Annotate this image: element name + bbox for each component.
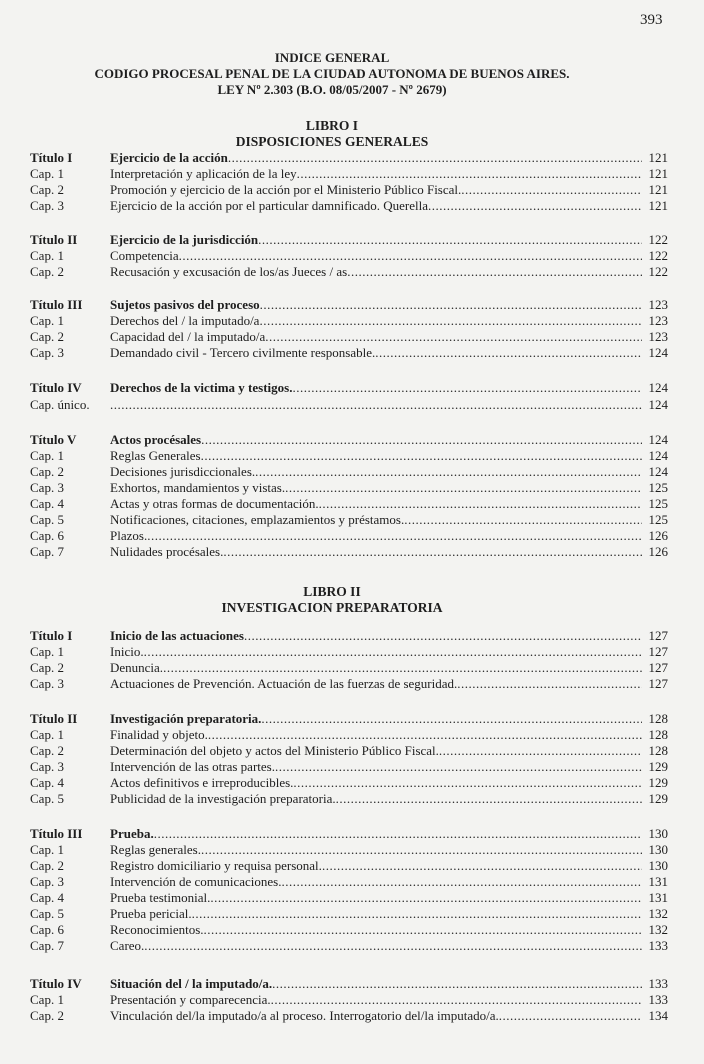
dot-leader — [285, 480, 642, 496]
title-name: Ejercicio de la acción — [110, 150, 228, 165]
chapter-name: Capacidad del / la imputado/a — [110, 329, 266, 344]
dot-leader — [439, 743, 642, 759]
chapter-name: Inicio. — [110, 644, 144, 659]
dot-leader — [272, 976, 642, 992]
title-name: Investigación preparatoria. — [110, 711, 262, 726]
entry-text-with-leader — [110, 544, 642, 560]
entry-text-with-leader — [110, 248, 642, 264]
page-reference: 131 — [648, 890, 668, 905]
page-reference: 133 — [648, 938, 668, 953]
page-reference: 128 — [648, 743, 668, 758]
page-reference: 127 — [648, 660, 668, 675]
dot-leader — [319, 496, 642, 512]
page-reference: 134 — [648, 1008, 668, 1023]
entry-text-with-leader — [110, 150, 642, 166]
page-reference: 130 — [648, 842, 668, 857]
dot-leader — [265, 329, 642, 345]
chapter-name: Recusación y excusación de los/as Jueces / as — [110, 264, 348, 279]
dot-leader — [201, 432, 642, 448]
entry-text-with-leader — [110, 676, 642, 692]
entry-text-with-leader — [110, 906, 642, 922]
page-reference: 124 — [648, 432, 668, 447]
chapter-number: Cap. 1 — [30, 992, 64, 1007]
chapter-number: Cap. 6 — [30, 528, 64, 543]
page-reference: 132 — [648, 906, 668, 921]
dot-leader — [457, 676, 642, 692]
toc-chapter-row — [30, 345, 668, 361]
book-name: DISPOSICIONES GENERALES — [235, 134, 429, 149]
chapter-number: Cap. 2 — [30, 858, 64, 873]
dot-leader — [499, 1008, 642, 1024]
chapter-name: Presentación y comparecencia. — [110, 992, 271, 1007]
chapter-number: Cap. único. — [30, 397, 90, 412]
chapter-number: Cap. 3 — [30, 676, 64, 691]
toc-chapter-row — [30, 644, 668, 660]
entry-text-with-leader — [110, 464, 642, 480]
dot-leader — [244, 628, 642, 644]
entry-text-with-leader — [110, 727, 642, 743]
page-reference: 128 — [648, 711, 668, 726]
page-reference: 125 — [648, 480, 668, 495]
entry-text-with-leader — [110, 480, 642, 496]
page-reference: 122 — [648, 264, 668, 279]
chapter-name: Notificaciones, citaciones, emplazamientos y préstamos. — [110, 512, 405, 527]
chapter-name: Actas y otras formas de documentación. — [110, 496, 319, 511]
chapter-number: Cap. 3 — [30, 198, 64, 213]
toc-chapter-row — [30, 264, 668, 280]
entry-text-with-leader — [110, 976, 642, 992]
chapter-name: Promoción y ejercicio de la acción por el Ministerio Público Fiscal. — [110, 182, 462, 197]
page-reference: 133 — [648, 992, 668, 1007]
page-reference: 132 — [648, 922, 668, 937]
toc-chapter-row — [30, 313, 668, 329]
dot-leader — [461, 182, 642, 198]
entry-text-with-leader — [110, 512, 642, 528]
chapter-name: Nulidades procésales. — [110, 544, 224, 559]
dot-leader — [261, 711, 642, 727]
chapter-number: Cap. 1 — [30, 313, 64, 328]
dot-leader — [260, 297, 642, 313]
chapter-name: Ejercicio de la acción por el particular damnificado. Querella — [110, 198, 428, 213]
toc-title-row — [30, 297, 668, 313]
entry-text-with-leader — [110, 198, 642, 214]
entry-text-with-leader — [110, 775, 642, 791]
entry-text-with-leader — [110, 496, 642, 512]
page-reference: 128 — [648, 727, 668, 742]
entry-text-with-leader — [110, 1008, 642, 1024]
chapter-name: Careo. — [110, 938, 145, 953]
title-name: Situación del / la imputado/a. — [110, 976, 273, 991]
entry-text-with-leader — [110, 528, 642, 544]
entry-text-with-leader — [110, 182, 642, 198]
dot-leader — [297, 166, 642, 182]
toc-chapter-row — [30, 329, 668, 345]
dot-leader — [147, 528, 642, 544]
title-number: Título IV — [30, 380, 82, 395]
chapter-number: Cap. 7 — [30, 544, 64, 559]
chapter-name: Actuaciones de Prevención. Actuación de las fuerzas de seguridad. — [110, 676, 458, 691]
title-number: Título II — [30, 711, 78, 726]
dot-leader — [336, 791, 642, 807]
entry-text-with-leader — [110, 448, 642, 464]
toc-title-row — [30, 432, 668, 448]
law-reference: LEY Nº 2.303 (B.O. 08/05/2007 - Nº 2679) — [217, 82, 447, 97]
page-reference: 127 — [648, 644, 668, 659]
toc-chapter-row — [30, 922, 668, 938]
chapter-number: Cap. 3 — [30, 345, 64, 360]
chapter-number: Cap. 2 — [30, 1008, 64, 1023]
chapter-number: Cap. 2 — [30, 329, 64, 344]
toc-title-row — [30, 380, 668, 396]
page-reference: 129 — [648, 791, 668, 806]
page-reference: 126 — [648, 528, 668, 543]
entry-text-with-leader — [110, 711, 642, 727]
toc-chapter-row — [30, 464, 668, 480]
toc-chapter-row — [30, 182, 668, 198]
chapter-name: Actos definitivos e irreproducibles. — [110, 775, 294, 790]
page-reference: 121 — [648, 166, 668, 181]
chapter-number: Cap. 4 — [30, 890, 64, 905]
page-reference: 121 — [648, 150, 668, 165]
toc-chapter-row — [30, 874, 668, 890]
dot-leader — [154, 826, 642, 842]
dot-leader — [271, 992, 642, 1008]
entry-text-with-leader — [110, 826, 642, 842]
dot-leader — [163, 660, 642, 676]
toc-chapter-row — [30, 198, 668, 214]
page-reference: 122 — [648, 232, 668, 247]
toc-chapter-row — [30, 727, 668, 743]
entry-text-with-leader — [110, 380, 642, 396]
page-reference: 124 — [648, 397, 668, 412]
chapter-name: Prueba pericial. — [110, 906, 192, 921]
chapter-number: Cap. 2 — [30, 743, 64, 758]
toc-chapter-row — [30, 512, 668, 528]
chapter-number: Cap. 3 — [30, 874, 64, 889]
chapter-number: Cap. 6 — [30, 922, 64, 937]
chapter-number: Cap. 1 — [30, 727, 64, 742]
toc-chapter-row — [30, 775, 668, 791]
dot-leader — [179, 248, 642, 264]
chapter-number: Cap. 5 — [30, 906, 64, 921]
book-label: LIBRO II — [303, 584, 361, 599]
entry-text-with-leader — [110, 264, 642, 280]
chapter-number: Cap. 1 — [30, 448, 64, 463]
toc-chapter-row — [30, 676, 668, 692]
page-reference: 124 — [648, 345, 668, 360]
page-reference: 123 — [648, 297, 668, 312]
toc-chapter-row — [30, 743, 668, 759]
page-reference: 133 — [648, 976, 668, 991]
chapter-number: Cap. 1 — [30, 166, 64, 181]
dot-leader — [192, 906, 642, 922]
toc-chapter-row — [30, 496, 668, 512]
page-reference: 125 — [648, 512, 668, 527]
chapter-number: Cap. 3 — [30, 759, 64, 774]
entry-text-with-leader — [110, 329, 642, 345]
chapter-name: Competencia — [110, 248, 179, 263]
book-heading — [0, 584, 664, 616]
toc-chapter-row — [30, 759, 668, 775]
entry-text-with-leader — [110, 938, 642, 954]
toc-chapter-row — [30, 906, 668, 922]
title-number: Título I — [30, 628, 73, 643]
chapter-number: Cap. 2 — [30, 464, 64, 479]
chapter-number: Cap. 1 — [30, 644, 64, 659]
chapter-number: Cap. 7 — [30, 938, 64, 953]
chapter-name: Finalidad y objeto. — [110, 727, 208, 742]
page-reference: 123 — [648, 313, 668, 328]
chapter-number: Cap. 2 — [30, 182, 64, 197]
page-reference: 131 — [648, 874, 668, 889]
entry-text-with-leader — [110, 397, 642, 413]
book-name: INVESTIGACION PREPARATORIA — [221, 600, 443, 615]
page-number: 393 — [640, 12, 663, 28]
entry-text-with-leader — [110, 858, 642, 874]
dot-leader — [428, 198, 642, 214]
toc-title-row — [30, 976, 668, 992]
toc-chapter-row — [30, 842, 668, 858]
page-reference: 129 — [648, 759, 668, 774]
toc-chapter-row — [30, 992, 668, 1008]
dot-leader — [210, 890, 642, 906]
toc-chapter-row — [30, 528, 668, 544]
chapter-name: Prueba testimonial. — [110, 890, 211, 905]
dot-leader — [144, 938, 642, 954]
chapter-name: Publicidad de la investigación preparatoria. — [110, 791, 336, 806]
entry-text-with-leader — [110, 232, 642, 248]
entry-text-with-leader — [110, 297, 642, 313]
code-title: CODIGO PROCESAL PENAL DE LA CIUDAD AUTONOMA DE BUENOS AIRES. — [94, 66, 570, 81]
toc-title-row — [30, 232, 668, 248]
toc-title-row — [30, 628, 668, 644]
chapter-name: Determinación del objeto y actos del Ministerio Público Fiscal. — [110, 743, 439, 758]
entry-text-with-leader — [110, 628, 642, 644]
chapter-number: Cap. 1 — [30, 842, 64, 857]
toc-chapter-row — [30, 480, 668, 496]
title-name: Prueba. — [110, 826, 154, 841]
toc-chapter-row — [30, 858, 668, 874]
dot-leader — [322, 858, 642, 874]
dot-leader — [292, 380, 642, 396]
page-reference: 127 — [648, 676, 668, 691]
title-name: Sujetos pasivos del proceso — [110, 297, 260, 312]
chapter-number: Cap. 1 — [30, 248, 64, 263]
dot-leader — [404, 512, 642, 528]
page-reference: 124 — [648, 464, 668, 479]
chapter-number: Cap. 4 — [30, 775, 64, 790]
entry-text-with-leader — [110, 842, 642, 858]
entry-text-with-leader — [110, 743, 642, 759]
page-reference: 130 — [648, 826, 668, 841]
page-reference: 125 — [648, 496, 668, 511]
dot-leader — [258, 232, 642, 248]
page-reference: 122 — [648, 248, 668, 263]
entry-text-with-leader — [110, 874, 642, 890]
title-number: Título V — [30, 432, 77, 447]
title-number: Título III — [30, 826, 83, 841]
chapter-name: Decisiones jurisdiccionales. — [110, 464, 256, 479]
chapter-name: Intervención de comunicaciones. — [110, 874, 282, 889]
dot-leader — [255, 464, 642, 480]
title-name: Actos procésales — [110, 432, 202, 447]
page-reference: 129 — [648, 775, 668, 790]
dot-leader — [375, 345, 642, 361]
dot-leader — [201, 842, 642, 858]
chapter-number: Cap. 4 — [30, 496, 64, 511]
dot-leader — [259, 313, 642, 329]
page-reference: 124 — [648, 448, 668, 463]
chapter-name: Demandado civil - Tercero civilmente responsable. — [110, 345, 376, 360]
book-heading — [0, 118, 664, 150]
chapter-name: Denuncia. — [110, 660, 164, 675]
toc-chapter-row — [30, 938, 668, 954]
toc-chapter-row — [30, 544, 668, 560]
chapter-number: Cap. 5 — [30, 512, 64, 527]
toc-title-row — [30, 711, 668, 727]
dot-leader — [275, 759, 642, 775]
page-reference: 127 — [648, 628, 668, 643]
title-number: Título III — [30, 297, 83, 312]
entry-text-with-leader — [110, 432, 642, 448]
entry-text-with-leader — [110, 644, 642, 660]
title-number: Título II — [30, 232, 78, 247]
chapter-name: Plazos. — [110, 528, 148, 543]
index-title: INDICE GENERAL — [274, 50, 390, 65]
entry-text-with-leader — [110, 166, 642, 182]
chapter-name: Derechos del / la imputado/a — [110, 313, 260, 328]
chapter-name: Reglas generales. — [110, 842, 201, 857]
chapter-name: Interpretación y aplicación de la ley — [110, 166, 297, 181]
entry-text-with-leader — [110, 992, 642, 1008]
entry-text-with-leader — [110, 922, 642, 938]
entry-text-with-leader — [110, 890, 642, 906]
toc-chapter-row — [30, 890, 668, 906]
entry-text-with-leader — [110, 791, 642, 807]
dot-leader — [110, 397, 642, 413]
title-number: Título IV — [30, 976, 82, 991]
dot-leader — [204, 922, 642, 938]
page-reference: 126 — [648, 544, 668, 559]
entry-text-with-leader — [110, 313, 642, 329]
toc-chapter-row — [30, 448, 668, 464]
entry-text-with-leader — [110, 759, 642, 775]
chapter-name: Reglas Generales — [110, 448, 201, 463]
dot-leader — [223, 544, 642, 560]
chapter-number: Cap. 3 — [30, 480, 64, 495]
chapter-name: Registro domiciliario y requisa personal. — [110, 858, 322, 873]
dot-leader — [228, 150, 642, 166]
dot-leader — [144, 644, 642, 660]
title-name: Inicio de las actuaciones — [110, 628, 244, 643]
toc-chapter-row — [30, 1008, 668, 1024]
dot-leader — [201, 448, 642, 464]
toc-chapter-row — [30, 166, 668, 182]
chapter-name: Vinculación del/la imputado/a al proceso. Interrogatorio del/la imputado/a. — [110, 1008, 499, 1023]
chapter-number: Cap. 2 — [30, 660, 64, 675]
page-reference: 130 — [648, 858, 668, 873]
index-header — [0, 50, 664, 98]
toc-chapter-row — [30, 397, 668, 413]
page-reference: 124 — [648, 380, 668, 395]
title-name: Derechos de la victima y testigos. — [110, 380, 293, 395]
toc-chapter-row — [30, 248, 668, 264]
page-reference: 123 — [648, 329, 668, 344]
toc-title-row — [30, 150, 668, 166]
toc-chapter-row — [30, 791, 668, 807]
dot-leader — [208, 727, 642, 743]
toc-title-row — [30, 826, 668, 842]
dot-leader — [281, 874, 642, 890]
title-number: Título I — [30, 150, 73, 165]
toc-chapter-row — [30, 660, 668, 676]
page-reference: 121 — [648, 182, 668, 197]
title-name: Ejercicio de la jurisdicción — [110, 232, 259, 247]
dot-leader — [293, 775, 642, 791]
dot-leader — [347, 264, 642, 280]
entry-text-with-leader — [110, 345, 642, 361]
chapter-number: Cap. 5 — [30, 791, 64, 806]
chapter-name: Reconocimientos. — [110, 922, 204, 937]
page-reference: 121 — [648, 198, 668, 213]
entry-text-with-leader — [110, 660, 642, 676]
book-label: LIBRO I — [305, 118, 359, 133]
chapter-name: Exhortos, mandamientos y vistas. — [110, 480, 286, 495]
chapter-number: Cap. 2 — [30, 264, 64, 279]
chapter-name: Intervención de las otras partes. — [110, 759, 275, 774]
